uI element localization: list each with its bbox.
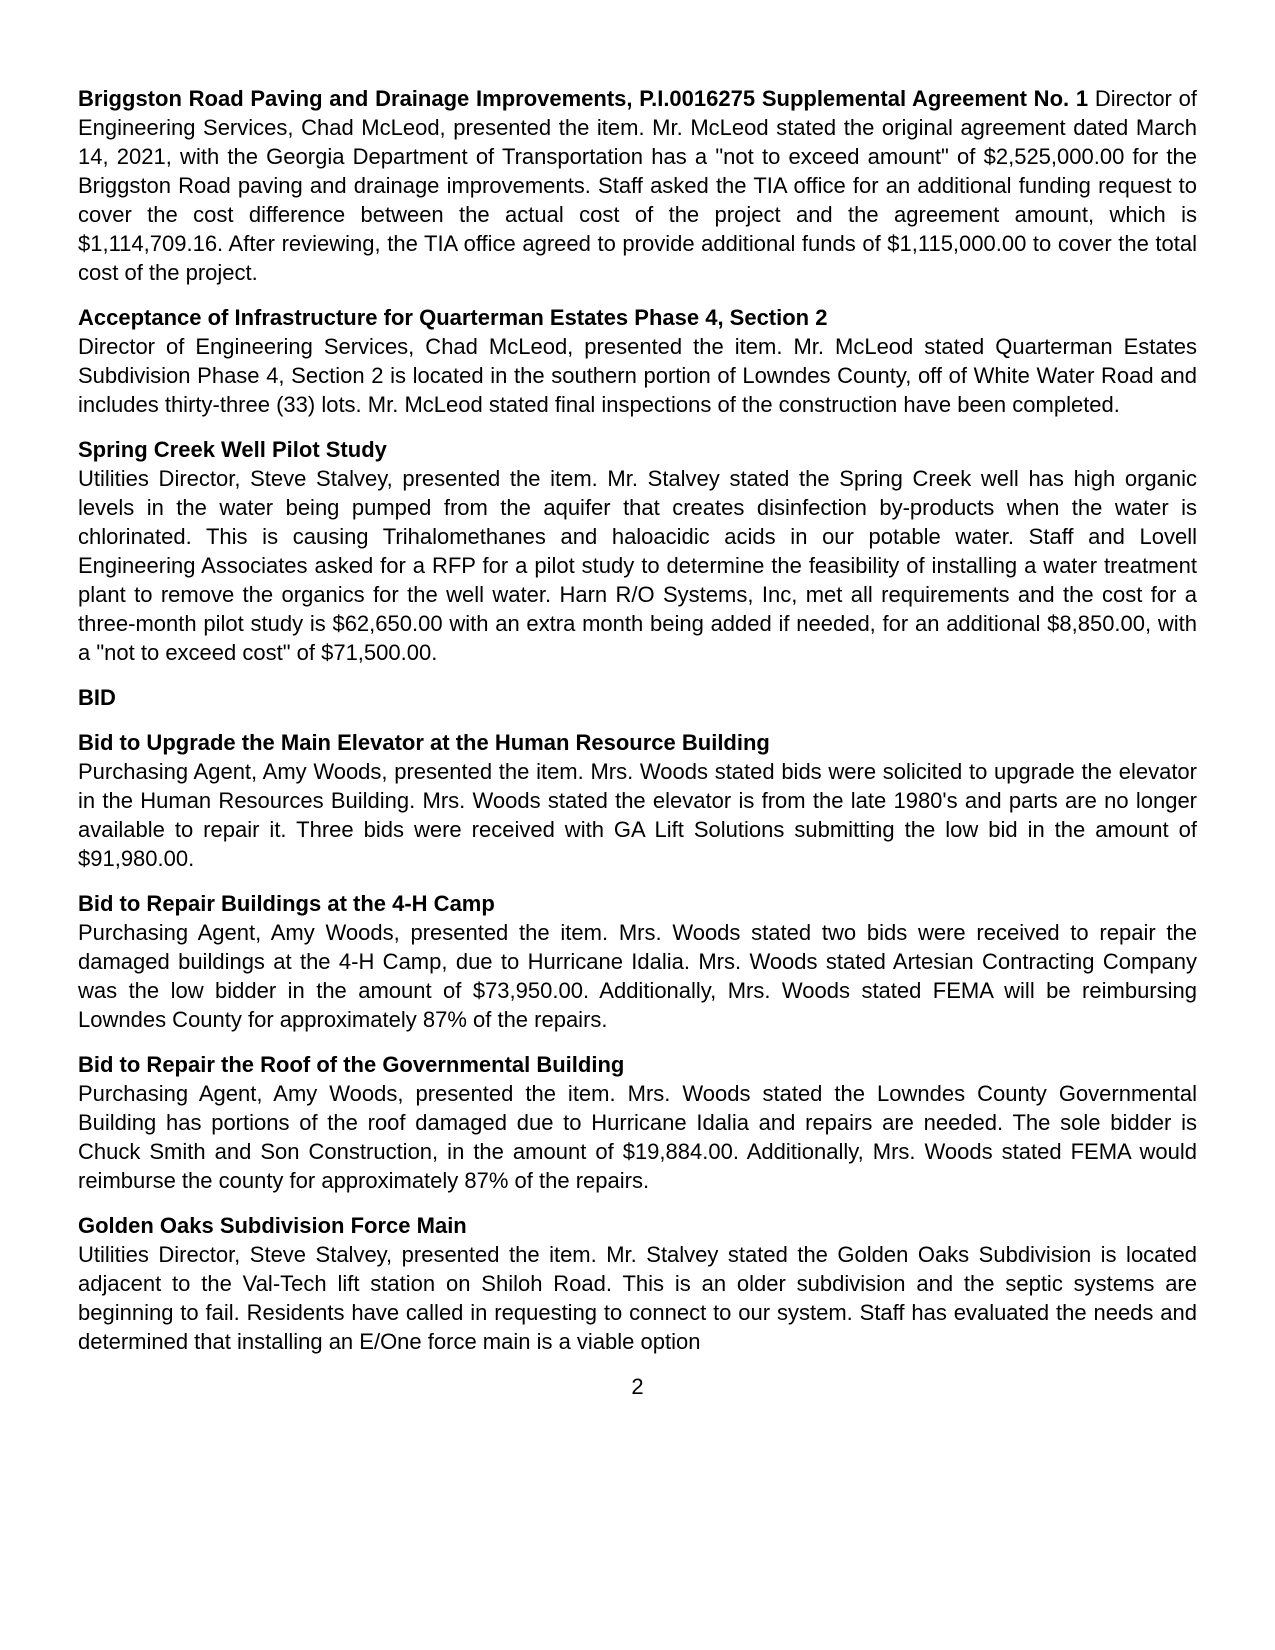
section-heading: Briggston Road Paving and Drainage Improvements, P.I.0016275 Supplemental Agreement No. 1 bbox=[78, 86, 1089, 111]
page-footer bbox=[78, 1372, 1197, 1401]
section-body: Utilities Director, Steve Stalvey, presented the item. Mr. Stalvey stated the Golden Oaks Subdivision is located adjacent to the Val-Tech lift station on Shiloh Road. This is an older subdivision and the septic systems are beginning to fail. Residents have called in requesting to connect to our system. Staff has evaluated the needs and determined that installing an E/One force main is a viable option bbox=[78, 1242, 1197, 1354]
section-body: Director of Engineering Services, Chad McLeod, presented the item. Mr. McLeod stated the original agreement dated March 14, 2021, with the Georgia Department of Transportation has a "not to exceed amount" of $2,525,000.00 for the Briggston Road paving and drainage improvements. Staff asked the TIA office for an additional funding request to cover the cost difference between the actual cost of the project and the agreement amount, which is $1,114,709.16. After reviewing, the TIA office agreed to provide additional funds of $1,115,000.00 to cover the total cost of the project. bbox=[78, 86, 1197, 285]
section-bid-elevator-hr-building bbox=[78, 728, 1197, 873]
section-golden-oaks-force-main bbox=[78, 1211, 1197, 1356]
section-heading: Bid to Repair the Roof of the Governmental Building bbox=[78, 1052, 625, 1077]
section-paragraph bbox=[78, 84, 1197, 287]
section-bid-repair-roof-governmental-building bbox=[78, 1050, 1197, 1195]
section-body: Utilities Director, Steve Stalvey, presented the item. Mr. Stalvey stated the Spring Creek well has high organic levels in the water being pumped from the aquifer that creates disinfection by-products when the water is chlorinated. This is causing Trihalomethanes and haloacidic acids in our potable water. Staff and Lovell Engineering Associates asked for a RFP for a pilot study to determine the feasibility of installing a water treatment plant to remove the organics for the well water. Harn R/O Systems, Inc, met all requirements and the cost for a three-month pilot study is $62,650.00 with an extra month being added if needed, for an additional $8,850.00, with a "not to exceed cost" of $71,500.00. bbox=[78, 466, 1197, 665]
section-briggston-road-paving bbox=[78, 84, 1197, 287]
section-body: Purchasing Agent, Amy Woods, presented the item. Mrs. Woods stated the Lowndes County Governmental Building has portions of the roof damaged due to Hurricane Idalia and repairs are needed. The sole bidder is Chuck Smith and Son Construction, in the amount of $19,884.00. Additionally, Mrs. Woods stated FEMA would reimburse the county for approximately 87% of the repairs. bbox=[78, 1081, 1197, 1193]
section-body: Purchasing Agent, Amy Woods, presented the item. Mrs. Woods stated two bids were received to repair the damaged buildings at the 4-H Camp, due to Hurricane Idalia. Mrs. Woods stated Artesian Contracting Company was the low bidder in the amount of $73,950.00. Additionally, Mrs. Woods stated FEMA will be reimbursing Lowndes County for approximately 87% of the repairs. bbox=[78, 920, 1197, 1032]
section-bid-repair-4h-camp bbox=[78, 889, 1197, 1034]
section-heading: Golden Oaks Subdivision Force Main bbox=[78, 1213, 467, 1238]
section-heading: Acceptance of Infrastructure for Quarterman Estates Phase 4, Section 2 bbox=[78, 305, 828, 330]
section-heading: Spring Creek Well Pilot Study bbox=[78, 437, 387, 462]
section-body: Director of Engineering Services, Chad McLeod, presented the item. Mr. McLeod stated Quarterman Estates Subdivision Phase 4, Section 2 is located in the southern portion of Lowndes County, off of White Water Road and includes thirty-three (33) lots. Mr. McLeod stated final inspections of the construction have been completed. bbox=[78, 334, 1197, 417]
page-number: 2 bbox=[631, 1374, 644, 1399]
section-bid-divider bbox=[78, 683, 1197, 712]
section-heading: BID bbox=[78, 685, 116, 710]
section-heading: Bid to Upgrade the Main Elevator at the Human Resource Building bbox=[78, 730, 770, 755]
section-body: Purchasing Agent, Amy Woods, presented the item. Mrs. Woods stated bids were solicited to upgrade the elevator in the Human Resources Building. Mrs. Woods stated the elevator is from the late 1980's and parts are no longer available to repair it. Three bids were received with GA Lift Solutions submitting the low bid in the amount of $91,980.00. bbox=[78, 759, 1197, 871]
section-spring-creek-well-pilot-study bbox=[78, 435, 1197, 667]
section-quarterman-estates-infrastructure bbox=[78, 303, 1197, 419]
section-heading: Bid to Repair Buildings at the 4-H Camp bbox=[78, 891, 495, 916]
